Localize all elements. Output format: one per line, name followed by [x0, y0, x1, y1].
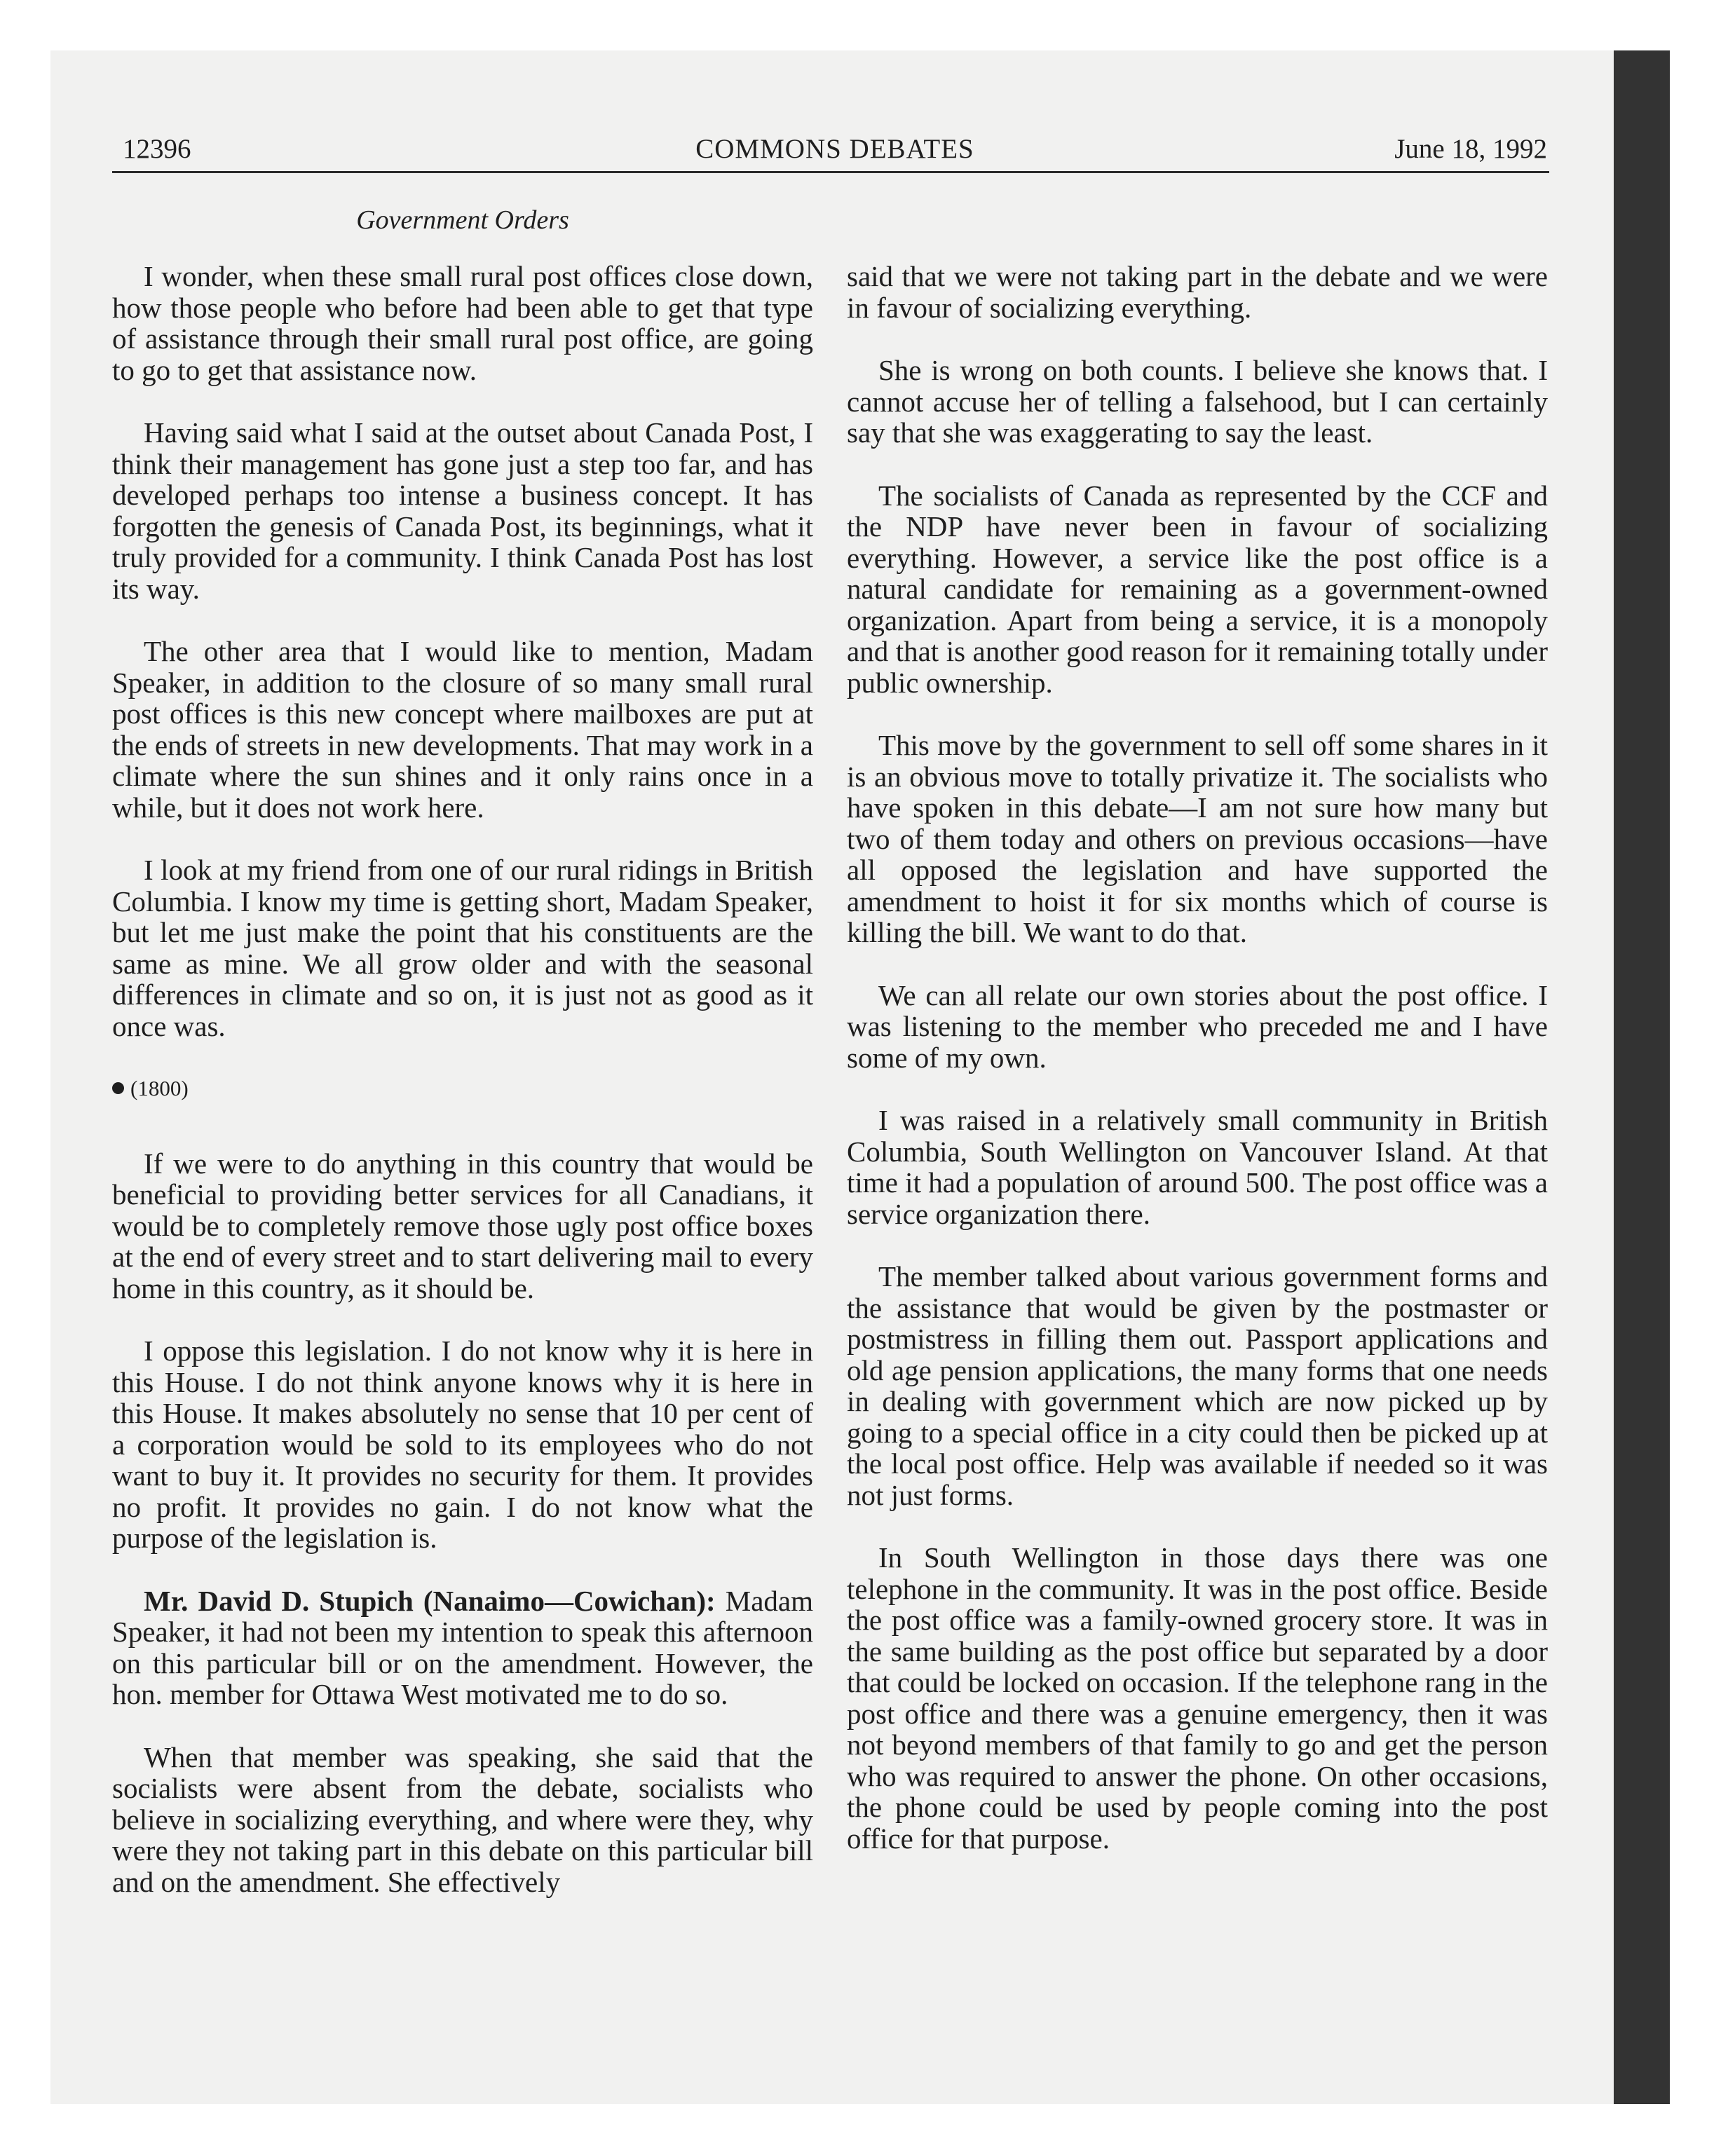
speech-text: Madam Speaker, it had not been my intention to speak this afternoon on this particular bill or on the amendment. However, the hon. member for Ottawa West motivated me to do so.	[112, 1584, 814, 1710]
speaker-paragraph	[112, 1585, 813, 1710]
paragraph: I oppose this legislation. I do not know why it is here in this House. I do not think anyone knows why it is here in this House. It makes absolutely no sense that 10 per cent of a corporation would be sold to its employees who do not want to buy it. It provides no security for them. It provides no profit. It provides no gain. I do not know what the purpose of the legislation is.	[112, 1335, 813, 1554]
paragraph: I was raised in a relatively small community in British Columbia, South Wellington on Vancouver Island. At that time it had a population of around 500. The post office was a service organization there.	[847, 1104, 1548, 1230]
paragraph: The socialists of Canada as represented by the CCF and the NDP have never been in favour of socializing everything. However, a service like the post office is a natural candidate for remaining as a government-owned organization. Apart from being a service, it is a monopoly and that is another good reason for it remaining totally under public ownership.	[847, 479, 1548, 699]
section-title: Government Orders	[356, 205, 569, 235]
paragraph: I wonder, when these small rural post offices close down, how those people who before had been able to get that type of assistance through their small rural post office, are going to go to get that assistance now.	[112, 260, 813, 386]
paragraph-continued: said that we were not taking part in the debate and we were in favour of socializing everything.	[847, 260, 1548, 324]
paragraph: This move by the government to sell off some shares in it is an obvious move to totally privatize it. The socialists who have spoken in this debate—I am not sure how many but two of them today and others on previous occasions—have all opposed the legislation and have supported the amendment to hoist it for six months which of course is killing the bill. We want to do that.	[847, 729, 1548, 948]
bullet-icon	[112, 1082, 124, 1094]
right-column	[847, 261, 1548, 1885]
time-marker	[112, 1073, 813, 1105]
publication-title: COMMONS DEBATES	[695, 134, 974, 164]
paragraph: The other area that I would like to mention, Madam Speaker, in addition to the closure of so many small rural post offices is this new concept where mailboxes are put at the ends of streets in new developments. That may work in a climate where the sun shines and it only rains once in a while, but it does not work here.	[112, 635, 813, 824]
paragraph: Having said what I said at the outset about Canada Post, I think their management has gone just a step too far, and has developed perhaps too intense a business concept. It has forgotten the genesis of Canada Post, its beginnings, what it truly provided for a community. I think Canada Post has lost its way.	[112, 416, 813, 605]
header-rule	[112, 171, 1549, 173]
left-column	[112, 261, 813, 1929]
scan-edge-shadow	[1614, 50, 1670, 2104]
paragraph: I look at my friend from one of our rural ridings in British Columbia. I know my time is getting short, Madam Speaker, but let me just make the point that his constituents are the same as mine. We all grow older and with the seasonal differences in climate and so on, it is just not as good as it once was.	[112, 854, 813, 1042]
paragraph: She is wrong on both counts. I believe she knows that. I cannot accuse her of telling a falsehood, but I can certainly say that she was exaggerating to say the least.	[847, 354, 1548, 449]
paragraph: In South Wellington in those days there was one telephone in the community. It was in the post office. Beside the post office was a family-owned grocery store. It was in the same building as the post office but separated by a door that could be locked on occasion. If the telephone rang in the post office and there was a genuine emergency, then it was not beyond members of that family to go and get the person who was required to answer the phone. On other occasions, the phone could be used by people coming into the post office for that purpose.	[847, 1541, 1548, 1855]
paragraph: When that member was speaking, she said that the socialists were absent from the debate, socialists who believe in socializing everything, and where were they, why were they not taking part in this debate on this particular bill and on the amendment. She effectively	[112, 1740, 813, 1898]
page-header	[123, 133, 1547, 171]
page-number: 12396	[123, 134, 191, 164]
paragraph: We can all relate our own stories about the post office. I was listening to the member who preceded me and I have some of my own.	[847, 978, 1548, 1074]
paragraph: If we were to do anything in this country that would be beneficial to providing better services for all Canadians, it would be to completely remove those ugly post office boxes at the end of every street and to start delivering mail to every home in this country, as it should be.	[112, 1147, 813, 1304]
paragraph: The member talked about various government forms and the assistance that would be given by the postmaster or postmistress in filling them out. Passport applications and old age pension applications, the many forms that one needs in dealing with government which are now picked up by going to a special office in a city could then be picked up at the local post office. Help was available if needed so it was not just forms.	[847, 1260, 1548, 1511]
speaker-name: Mr. David D. Stupich (Nanaimo—Cowichan):	[144, 1584, 716, 1617]
publication-date: June 18, 1992	[1394, 134, 1547, 164]
time-marker-text: (1800)	[130, 1076, 189, 1100]
